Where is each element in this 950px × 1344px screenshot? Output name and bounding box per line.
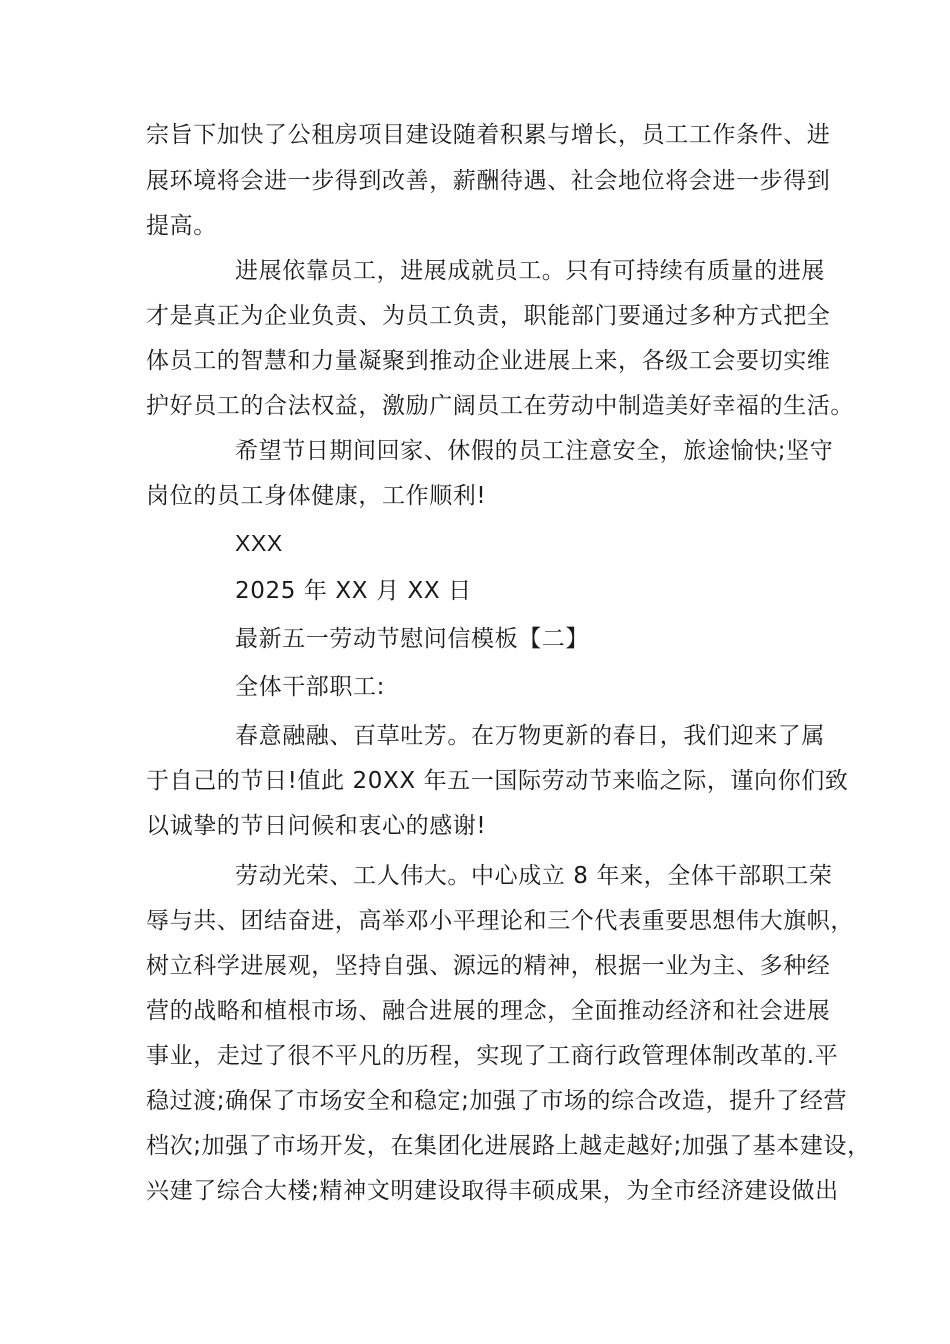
paragraph-line: 护好员工的合法权益，激励广阔员工在劳动中制造美好幸福的生活。: [146, 393, 854, 419]
paragraph-line: 档次;加强了市场开发，在集团化进展路上越走越好;加强了基本建设，: [146, 1133, 871, 1159]
paragraph-line: 岗位的员工身体健康，工作顺利!: [146, 483, 487, 509]
signature-date: 2025 年 XX 月 XX 日: [235, 578, 472, 604]
paragraph-line: 事业，走过了很不平凡的历程，实现了工商行政管理体制改革的.平: [146, 1043, 839, 1069]
salutation: 全体干部职工:: [235, 674, 385, 700]
paragraph-line: 营的战略和植根市场、融合进展的理念，全面推动经济和社会进展: [146, 998, 831, 1024]
paragraph-line: 体员工的智慧和力量凝聚到推动企业进展上来，各级工会要切实维: [146, 348, 831, 374]
paragraph-line: 树立科学进展观，坚持自强、源远的精神，根据一业为主、多种经: [146, 953, 831, 979]
paragraph-line: 才是真正为企业负责、为员工负责，职能部门要通过多种方式把全: [146, 303, 831, 329]
paragraph-line: 稳过渡;确保了市场安全和稳定;加强了市场的综合改造，提升了经营: [146, 1088, 848, 1114]
paragraph-line: 辱与共、团结奋进，高举邓小平理论和三个代表重要思想伟大旗帜，: [146, 908, 854, 934]
paragraph-line: 于自己的节日!值此 20XX 年五一国际劳动节来临之际，谨向你们致: [146, 768, 849, 794]
paragraph-line: 展环境将会进一步得到改善，薪酬待遇、社会地位将会进一步得到: [146, 168, 831, 194]
section-title: 最新五一劳动节慰问信模板【二】: [235, 626, 589, 652]
paragraph-line: 以诚挚的节日问候和衷心的感谢!: [146, 813, 487, 839]
paragraph-line: 希望节日期间回家、休假的员工注意安全，旅途愉快;坚守: [235, 438, 834, 464]
paragraph-line: 兴建了综合大楼;精神文明建设取得丰硕成果，为全市经济建设做出: [146, 1178, 839, 1204]
signature-name: XXX: [235, 530, 283, 556]
paragraph-line: 提高。: [146, 213, 217, 239]
paragraph-line: 春意融融、百草吐芳。在万物更新的春日，我们迎来了属: [235, 723, 825, 749]
paragraph-line: 宗旨下加快了公租房项目建设随着积累与增长，员工工作条件、进: [146, 122, 831, 148]
paragraph-line: 进展依靠员工，进展成就员工。只有可持续有质量的进展: [235, 258, 825, 284]
paragraph-line: 劳动光荣、工人伟大。中心成立 8 年来，全体干部职工荣: [235, 863, 833, 889]
